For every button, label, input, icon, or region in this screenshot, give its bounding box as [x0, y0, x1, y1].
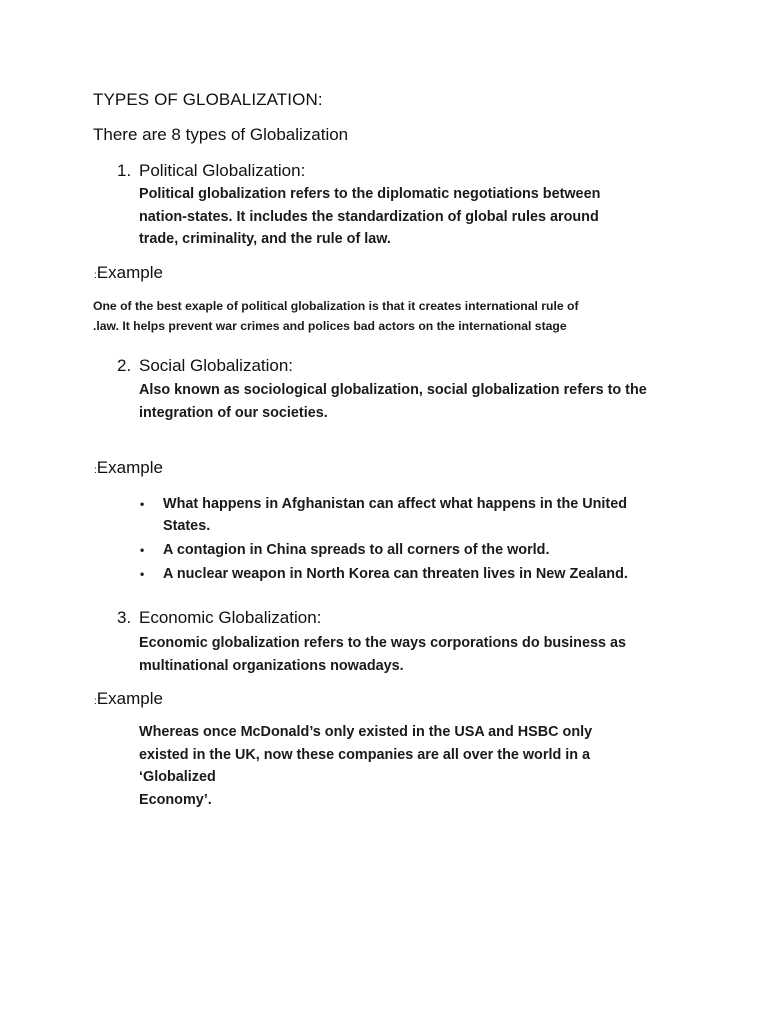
example-line: .law. It helps prevent war crimes and polices bad actors on the international stage — [93, 319, 567, 333]
example-paragraph-economic — [139, 721, 592, 811]
body-line: integration of our societies. — [139, 404, 328, 421]
example-colon: : — [94, 696, 97, 707]
body-line: Political globalization refers to the diplomatic negotiations between — [139, 186, 601, 202]
section-title: Political Globalization: — [139, 161, 306, 180]
list-item — [140, 539, 628, 561]
section-body-economic — [139, 632, 626, 677]
example-line: One of the best exaple of political globalization is that it creates international rule of — [93, 299, 579, 313]
example-text: Example — [96, 689, 163, 708]
example-line: ‘Globalized — [139, 769, 216, 785]
example-paragraph-political — [93, 296, 579, 336]
list-item — [140, 563, 628, 585]
body-line: Economic globalization refers to the ways corporations do business as — [139, 635, 626, 651]
example-bullet-list-social — [140, 493, 628, 587]
document-intro: There are 8 types of Globalization — [93, 125, 349, 144]
example-colon: : — [94, 270, 97, 281]
example-text: Example — [96, 458, 163, 477]
example-line: existed in the UK, now these companies are all over the world in a — [139, 746, 591, 763]
section-heading-political — [117, 161, 305, 181]
body-line: trade, criminality, and the rule of law. — [139, 231, 391, 247]
bullet-icon: • — [140, 543, 145, 557]
body-line: multinational organizations nowadays. — [139, 657, 404, 674]
document-title: TYPES OF GLOBALIZATION: — [93, 90, 323, 109]
section-title: Social Globalization: — [139, 356, 294, 375]
section-body-political — [139, 183, 600, 251]
body-line: nation-states. It includes the standardization of global rules around — [139, 208, 599, 225]
bullet-line: A contagion in China spreads to all corners of the world. — [163, 542, 550, 558]
example-line: Whereas once McDonald’s only existed in the USA and HSBC only — [139, 724, 593, 740]
bullet-line: A nuclear weapon in North Korea can threaten lives in New Zealand. — [163, 566, 628, 582]
bullet-icon: • — [140, 497, 145, 511]
example-label-political — [94, 263, 163, 283]
bullet-icon: • — [140, 567, 145, 581]
bullet-line: What happens in Afghanistan can affect what happens in the United — [163, 496, 627, 512]
example-label-economic — [94, 689, 163, 709]
section-body-social — [139, 379, 647, 424]
example-text: Example — [96, 263, 163, 282]
section-heading-social — [117, 356, 293, 376]
section-title: Economic Globalization: — [139, 608, 322, 627]
example-colon: : — [94, 465, 97, 476]
list-item — [140, 493, 628, 537]
body-line: Also known as sociological globalization, social globalization refers to the — [139, 382, 647, 398]
example-line: Economy’. — [139, 791, 212, 808]
example-label-social — [94, 458, 163, 478]
section-number: 3. — [117, 608, 132, 627]
section-heading-economic — [117, 608, 321, 628]
bullet-line: States. — [163, 518, 211, 534]
section-number: 1. — [117, 161, 132, 180]
section-number: 2. — [117, 356, 132, 375]
